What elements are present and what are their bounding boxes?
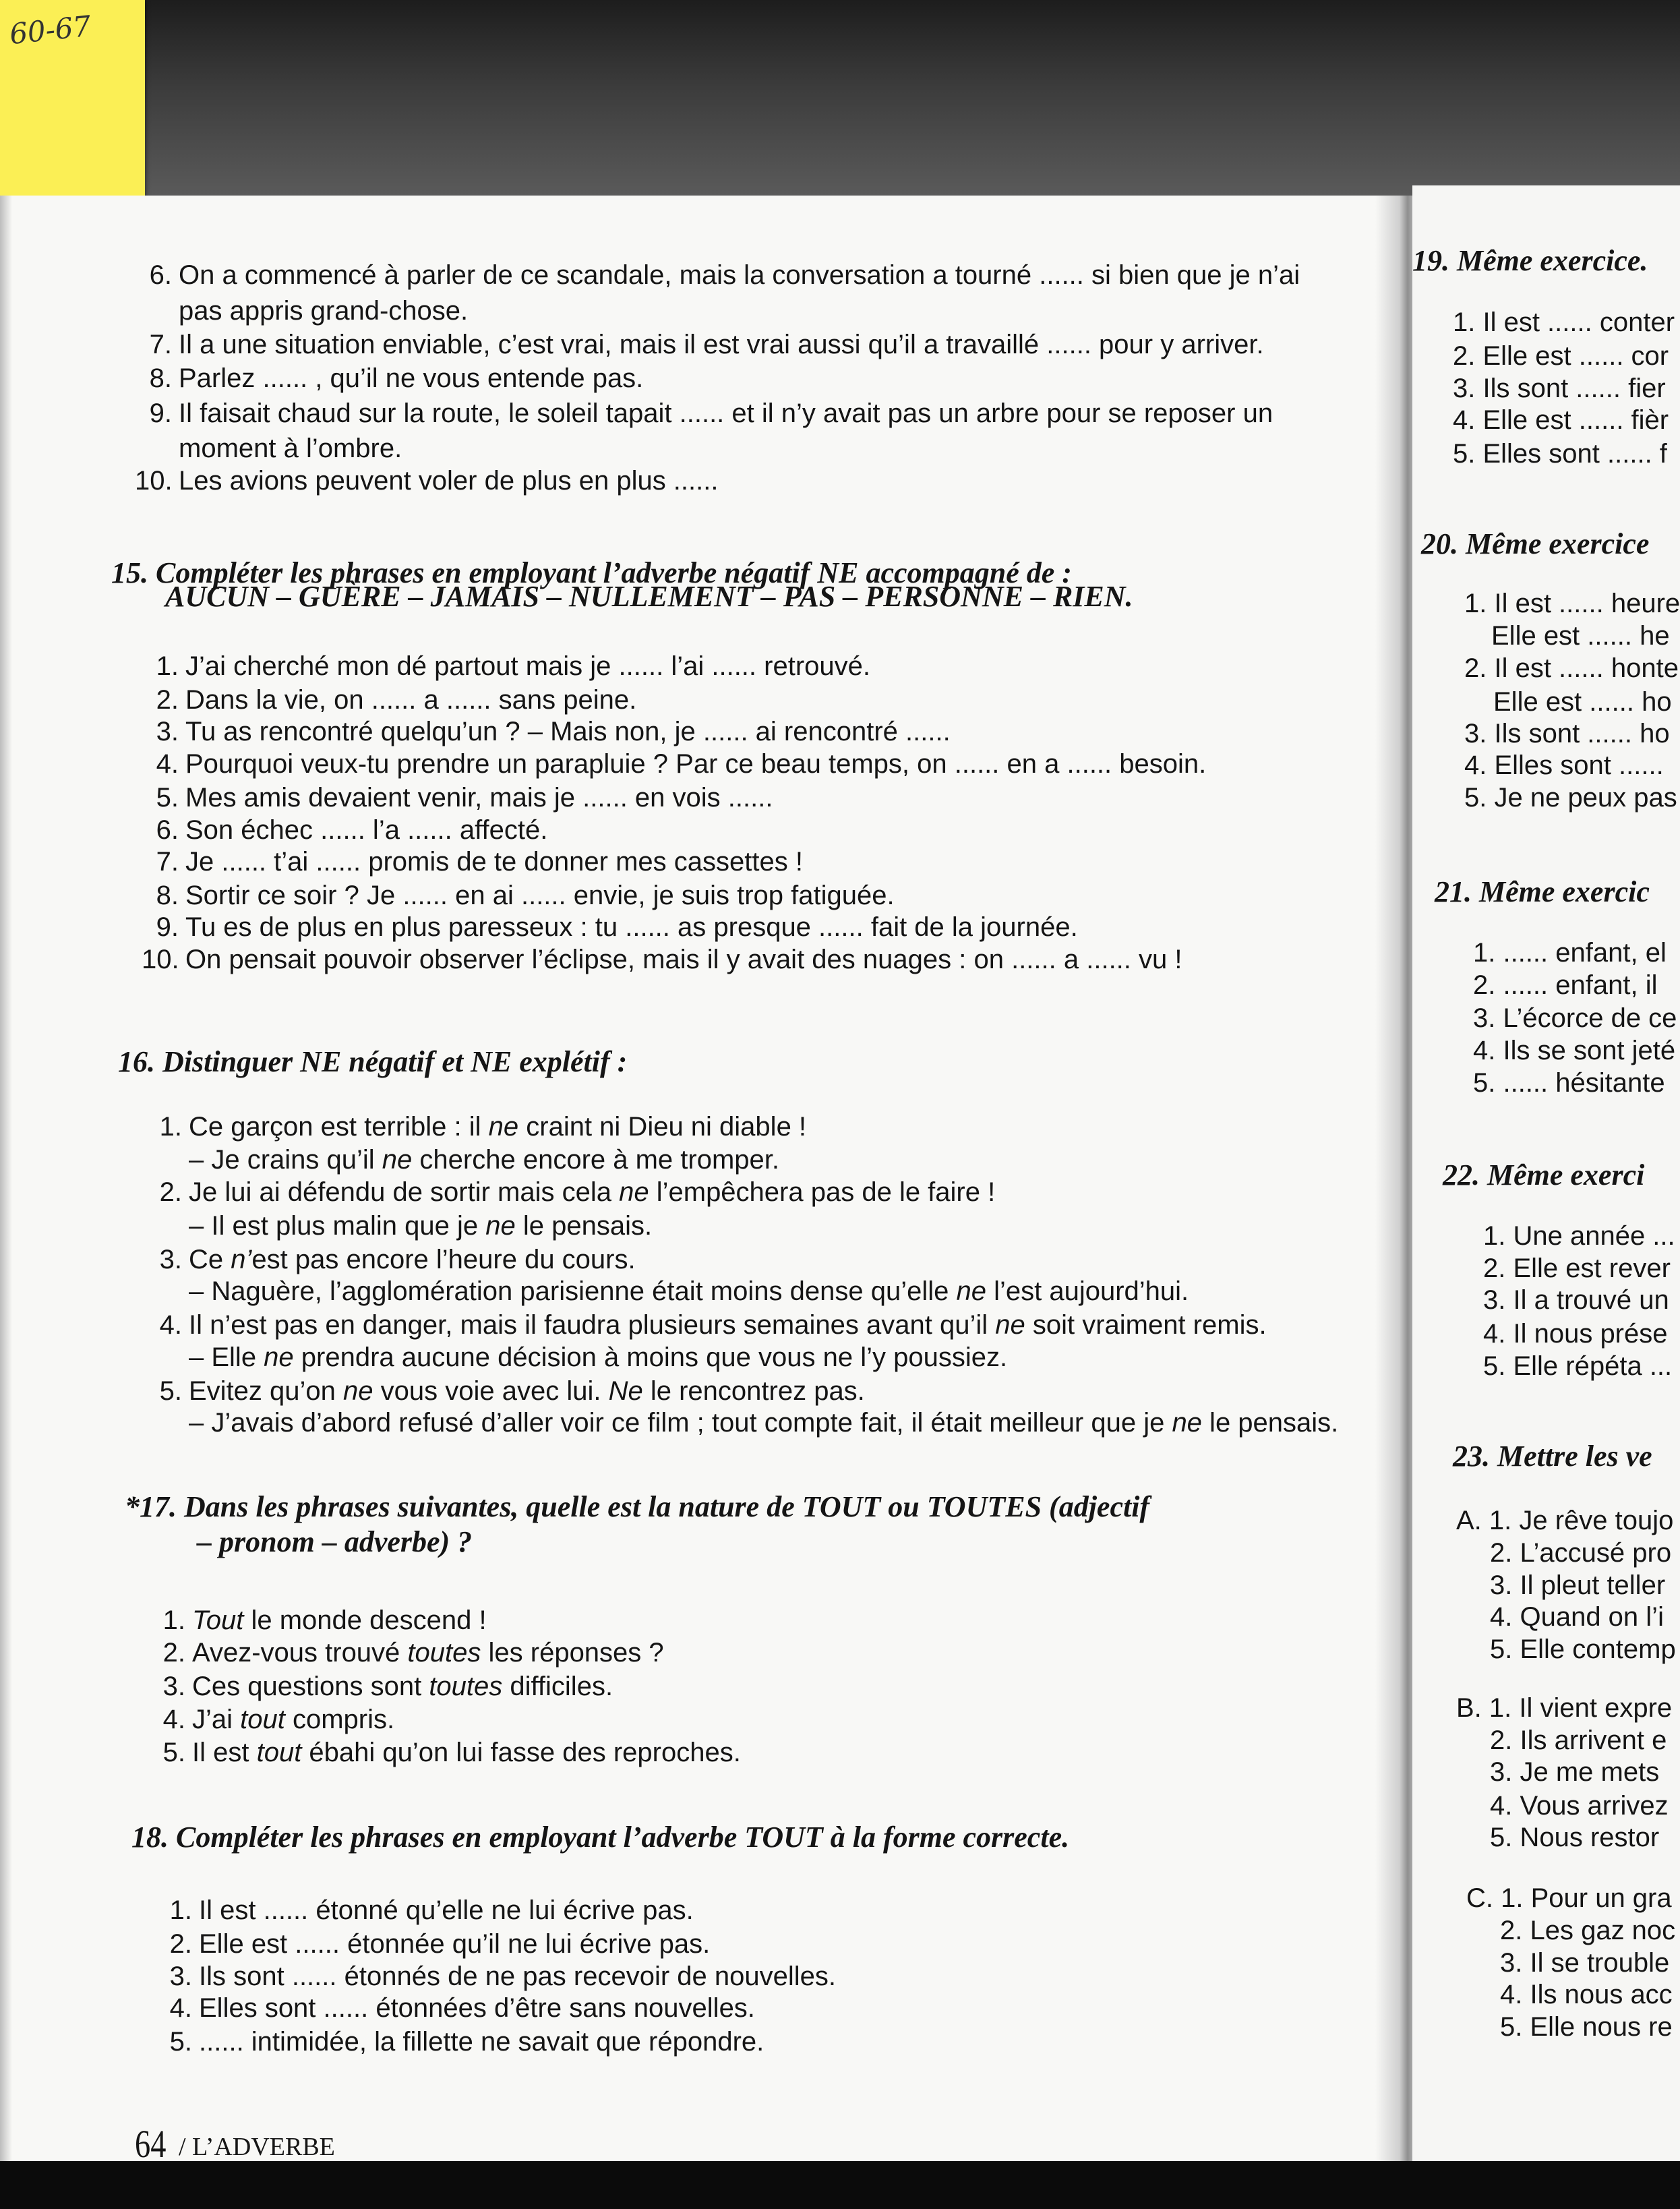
exercise-15-item xyxy=(142,782,773,813)
exercise-22-title: 22. Même exerci xyxy=(1443,1158,1645,1191)
exercise-15-item xyxy=(142,944,1182,975)
italic-word: n’ xyxy=(231,1245,252,1274)
item-number: 6. xyxy=(156,815,179,845)
item-text: Elle est ...... étonnée qu’il ne lui écrive pas. xyxy=(199,1929,711,1959)
item-number: 5. xyxy=(156,783,179,813)
item-text: Elles sont ...... étonnées d’être sans nouvelles. xyxy=(199,1993,755,2023)
item-number: 7. xyxy=(156,847,179,877)
exercise-18-item xyxy=(152,1961,836,1992)
item-text: Pourquoi veux-tu prendre un parapluie ? Par ce beau temps, on ...... en a ...... besoin. xyxy=(185,749,1207,779)
item-text: ...... intimidée, la fillette ne savait que répondre. xyxy=(199,2027,764,2057)
item-text: difficiles. xyxy=(502,1672,613,1701)
exercise-20-item: 4. Elles sont ...... xyxy=(1464,750,1664,780)
exercise-18-item xyxy=(152,1993,755,2024)
item-number: 3. xyxy=(156,717,179,746)
exercise-15-item xyxy=(142,815,547,846)
exercise-14-line xyxy=(135,465,719,496)
item-number: 10. xyxy=(135,466,173,496)
item-number: 4. xyxy=(159,1310,182,1340)
item-text: Ce garçon est terrible : il xyxy=(189,1112,489,1142)
exercise-23-title: 23. Mettre les ve xyxy=(1453,1440,1652,1473)
item-number: 5. xyxy=(169,2027,192,2057)
exercise-23-c-item: 5. Elle nous re xyxy=(1500,2012,1673,2042)
exercise-17-line xyxy=(145,1704,394,1735)
item-text: Il faisait chaud sur la route, le soleil tapait ...... et il n’y avait pas un arbre pour se reposer un xyxy=(179,399,1273,428)
item-text: On pensait pouvoir observer l’éclipse, mais il y avait des nuages : on ...... a ...... vu ! xyxy=(185,945,1182,974)
item-text: craint ni Dieu ni diable ! xyxy=(518,1112,807,1142)
italic-word: ne xyxy=(485,1211,516,1241)
item-number: 2. xyxy=(162,1638,185,1668)
item-number: 5. xyxy=(162,1738,185,1767)
exercise-21-item: 4. Ils se sont jeté xyxy=(1473,1036,1676,1065)
exercise-21-item: 5. ...... hésitante xyxy=(1473,1068,1665,1098)
exercise-19-item: 5. Elles sont ...... f xyxy=(1453,439,1667,469)
exercise-21-title: 21. Même exercic xyxy=(1435,875,1650,908)
item-number: 9. xyxy=(149,399,172,428)
exercise-20-item: 2. Il est ...... honte xyxy=(1464,653,1679,683)
item-text: l’est aujourd’hui. xyxy=(986,1276,1189,1306)
exercise-14-line xyxy=(135,295,468,326)
exercise-18-item xyxy=(152,1928,710,1960)
italic-word: toutes xyxy=(407,1638,481,1668)
exercise-15-item xyxy=(142,651,870,682)
item-text: Il a une situation enviable, c’est vrai, mais il est vrai aussi qu’il a travaillé ...... pour y arriver. xyxy=(179,330,1264,359)
italic-word: ne xyxy=(956,1276,986,1306)
item-text: prendra aucune décision à moins que vous ne l’y poussiez. xyxy=(293,1343,1008,1372)
scanner-background-bottom xyxy=(0,2161,1680,2209)
exercise-15-title: 15. Compléter les phrases en employant l’adverbe négatif NE accompagné de : xyxy=(111,556,1072,589)
italic-word: ne xyxy=(264,1343,294,1372)
exercise-19-item: 4. Elle est ...... fièr xyxy=(1453,405,1669,435)
item-number: 9. xyxy=(156,912,179,942)
item-text: Il est xyxy=(192,1738,257,1767)
item-text: Avez-vous trouvé xyxy=(192,1638,408,1668)
exercise-19-item: 3. Ils sont ...... fier xyxy=(1453,374,1666,403)
exercise-20-item: Elle est ...... he xyxy=(1491,621,1670,651)
item-number: 4. xyxy=(162,1705,185,1734)
exercise-23-b-item: 3. Je me mets xyxy=(1490,1757,1660,1787)
item-number: 2. xyxy=(159,1177,182,1207)
italic-word: Ne xyxy=(608,1376,643,1406)
item-text: Il est ...... étonné qu’elle ne lui écrive pas. xyxy=(199,1895,694,1925)
exercise-17-line xyxy=(145,1671,613,1702)
page-edge xyxy=(0,196,12,2161)
exercise-20-title: 20. Même exercice xyxy=(1421,527,1650,560)
italic-word: ne xyxy=(619,1177,649,1207)
exercise-16-line xyxy=(138,1276,1189,1307)
exercise-23-b-item: 4. Vous arrivez xyxy=(1490,1791,1669,1821)
exercise-15-item xyxy=(142,912,1078,943)
exercise-16-line xyxy=(138,1144,779,1175)
exercise-23-c-item: C. 1. Pour un gra xyxy=(1466,1883,1672,1913)
exercise-23-a-item: A. 1. Je rêve toujo xyxy=(1456,1506,1674,1535)
item-text: l’empêchera pas de le faire ! xyxy=(649,1177,996,1207)
exercise-18-item xyxy=(152,1895,694,1926)
sticky-note xyxy=(0,0,145,199)
item-number: 3. xyxy=(162,1672,185,1701)
item-number: 8. xyxy=(156,881,179,910)
exercise-16-line xyxy=(138,1376,865,1407)
exercise-21-item: 1. ...... enfant, el xyxy=(1473,938,1667,968)
item-number: 8. xyxy=(149,363,172,393)
item-text: le rencontrez pas. xyxy=(642,1376,865,1406)
exercise-16-line xyxy=(138,1407,1338,1438)
exercise-14-line xyxy=(135,398,1273,429)
exercise-21-item: 3. L’écorce de ce xyxy=(1473,1003,1677,1033)
page-number: 64 xyxy=(135,2122,167,2166)
italic-word: toutes xyxy=(429,1672,503,1701)
item-text: Mes amis devaient venir, mais je ...... en vois ...... xyxy=(185,783,773,813)
exercise-22-item: 4. Il nous prése xyxy=(1483,1319,1668,1349)
exercise-19-item: 2. Elle est ...... cor xyxy=(1453,341,1669,371)
exercise-21-item: 2. ...... enfant, il xyxy=(1473,970,1658,1000)
italic-word: ne xyxy=(488,1112,519,1142)
exercise-14-line xyxy=(135,329,1264,360)
item-number: 1. xyxy=(156,651,179,681)
exercise-16-line xyxy=(138,1244,636,1275)
exercise-14-line xyxy=(135,363,643,394)
exercise-18-item xyxy=(152,2026,764,2057)
exercise-23-a-item: 4. Quand on l’i xyxy=(1490,1602,1664,1632)
item-text: – J’avais d’abord refusé d’aller voir ce film ; tout compte fait, il était meilleur que je xyxy=(189,1408,1172,1438)
exercise-19-title: 19. Même exercice. xyxy=(1412,244,1648,277)
italic-word: ne xyxy=(995,1310,1025,1340)
exercise-16-line xyxy=(138,1309,1267,1341)
item-text: soit vraiment remis. xyxy=(1025,1310,1267,1340)
exercise-18-title: 18. Compléter les phrases en employant l’adverbe TOUT à la forme correcte. xyxy=(131,1821,1070,1854)
exercise-22-item: 3. Il a trouvé un xyxy=(1483,1285,1669,1315)
item-number: 10. xyxy=(142,945,179,974)
exercise-20-item: 3. Ils sont ...... ho xyxy=(1464,719,1670,748)
scanner-background-top xyxy=(0,0,1680,196)
exercise-23-b-item: B. 1. Il vient expre xyxy=(1456,1693,1673,1723)
exercise-23-b-item: 2. Ils arrivent e xyxy=(1490,1726,1667,1755)
item-text: Je lui ai défendu de sortir mais cela xyxy=(189,1177,620,1207)
item-text: le pensais. xyxy=(515,1211,653,1241)
exercise-19-item: 1. Il est ...... conter xyxy=(1453,307,1675,337)
italic-word: tout xyxy=(240,1705,285,1734)
chapter-title: / L’ADVERBE xyxy=(179,2133,335,2161)
item-number: 6. xyxy=(149,260,172,290)
exercise-17-subtitle: – pronom – adverbe) ? xyxy=(197,1525,473,1558)
exercise-16-line xyxy=(138,1342,1007,1373)
item-text: J’ai cherché mon dé partout mais je ...... l’ai ...... retrouvé. xyxy=(185,651,870,681)
item-text: Dans la vie, on ...... a ...... sans peine. xyxy=(185,685,637,715)
item-text: ébahi qu’on lui fasse des reproches. xyxy=(301,1738,741,1767)
item-text: est pas encore l’heure du cours. xyxy=(251,1245,636,1274)
item-number: 2. xyxy=(156,685,179,715)
item-number: 5. xyxy=(159,1376,182,1406)
item-text: Je ...... t’ai ...... promis de te donner mes cassettes ! xyxy=(185,847,803,877)
item-text: compris. xyxy=(284,1705,395,1734)
item-text: On a commencé à parler de ce scandale, mais la conversation a tourné ...... si bien que je n’ai xyxy=(179,260,1300,290)
italic-word: ne xyxy=(343,1376,373,1406)
item-text: – Elle xyxy=(189,1343,264,1372)
exercise-20-item: 5. Je ne peux pas xyxy=(1464,783,1677,813)
item-text: Tu es de plus en plus paresseux : tu ...... as presque ...... fait de la journée. xyxy=(185,912,1078,942)
item-number: 4. xyxy=(156,749,179,779)
exercise-23-a-item: 5. Elle contemp xyxy=(1490,1634,1676,1664)
exercise-16-line xyxy=(138,1111,806,1142)
item-number: 1. xyxy=(159,1112,182,1142)
italic-word: Tout xyxy=(192,1606,244,1635)
exercise-22-item: 1. Une année ... xyxy=(1483,1221,1675,1251)
item-number: 1. xyxy=(169,1895,192,1925)
exercise-15-item xyxy=(142,846,803,877)
item-number: 3. xyxy=(169,1962,192,1991)
item-text: les réponses ? xyxy=(481,1638,664,1668)
item-text: Ces questions sont xyxy=(192,1672,429,1701)
exercise-22-item: 2. Elle est rever xyxy=(1483,1254,1671,1283)
exercise-17-line xyxy=(145,1737,741,1768)
item-text: Tu as rencontré quelqu’un ? – Mais non, je ...... ai rencontré ...... xyxy=(185,717,951,746)
item-text: Ce xyxy=(189,1245,231,1274)
item-number: 2. xyxy=(169,1929,192,1959)
exercise-15-item xyxy=(142,684,636,715)
item-text: Sortir ce soir ? Je ...... en ai ...... envie, je suis trop fatiguée. xyxy=(185,881,895,910)
item-text: – Naguère, l’agglomération parisienne était moins dense qu’elle xyxy=(189,1276,957,1306)
exercise-15-item xyxy=(142,880,895,911)
sticky-note-text: 60-67 xyxy=(7,9,93,51)
item-text: le monde descend ! xyxy=(243,1606,487,1635)
item-text: Les avions peuvent voler de plus en plus ...... xyxy=(179,466,719,496)
exercise-20-item: Elle est ...... ho xyxy=(1493,687,1672,717)
italic-word: ne xyxy=(1172,1408,1202,1438)
exercise-23-a-item: 2. L’accusé pro xyxy=(1490,1538,1672,1568)
exercise-15-subtitle: AUCUN – GUÈRE – JAMAIS – NULLEMENT – PAS – PERSONNE – RIEN. xyxy=(165,580,1133,613)
exercise-16-line xyxy=(138,1177,995,1208)
item-text: – Il est plus malin que je xyxy=(189,1211,486,1241)
item-text: Evitez qu’on xyxy=(189,1376,344,1406)
exercise-22-item: 5. Elle répéta ... xyxy=(1483,1351,1673,1381)
item-text: le pensais. xyxy=(1201,1408,1339,1438)
item-text: vous voie avec lui. xyxy=(373,1376,609,1406)
exercise-17-line xyxy=(145,1605,487,1636)
italic-word: tout xyxy=(256,1738,302,1767)
italic-word: ne xyxy=(382,1145,413,1175)
item-text: – Je crains qu’il xyxy=(189,1145,382,1175)
exercise-17-line xyxy=(145,1637,664,1668)
exercise-14-line xyxy=(135,260,1300,291)
item-number: 7. xyxy=(149,330,172,359)
item-text: moment à l’ombre. xyxy=(179,434,402,463)
item-number: 3. xyxy=(159,1245,182,1274)
exercise-17-title: *17. Dans les phrases suivantes, quelle est la nature de TOUT ou TOUTES (adjectif xyxy=(125,1490,1150,1523)
item-text: pas appris grand-chose. xyxy=(179,296,469,326)
item-text: Son échec ...... l’a ...... affecté. xyxy=(185,815,548,845)
item-text: Ils sont ...... étonnés de ne pas recevoir de nouvelles. xyxy=(199,1962,836,1991)
item-number: 4. xyxy=(169,1993,192,2023)
exercise-16-title: 16. Distinguer NE négatif et NE explétif : xyxy=(118,1045,628,1078)
item-text: J’ai xyxy=(192,1705,241,1734)
exercise-16-line xyxy=(138,1210,652,1241)
item-text: cherche encore à me tromper. xyxy=(412,1145,780,1175)
exercise-15-item xyxy=(142,716,951,747)
item-text: Il n’est pas en danger, mais il faudra plusieurs semaines avant qu’il xyxy=(189,1310,996,1340)
item-number: 1. xyxy=(162,1606,185,1635)
exercise-14-line xyxy=(135,433,402,464)
item-text: Parlez ...... , qu’il ne vous entende pas. xyxy=(179,363,644,393)
exercise-23-c-item: 4. Ils nous acc xyxy=(1500,1980,1673,2009)
exercise-23-b-item: 5. Nous restor xyxy=(1490,1823,1660,1852)
exercise-23-c-item: 2. Les gaz noc xyxy=(1500,1916,1676,1945)
exercise-15-item xyxy=(142,748,1206,779)
exercise-23-c-item: 3. Il se trouble xyxy=(1500,1948,1670,1978)
exercise-20-item: 1. Il est ...... heure xyxy=(1464,589,1680,618)
exercise-23-a-item: 3. Il pleut teller xyxy=(1490,1570,1666,1600)
